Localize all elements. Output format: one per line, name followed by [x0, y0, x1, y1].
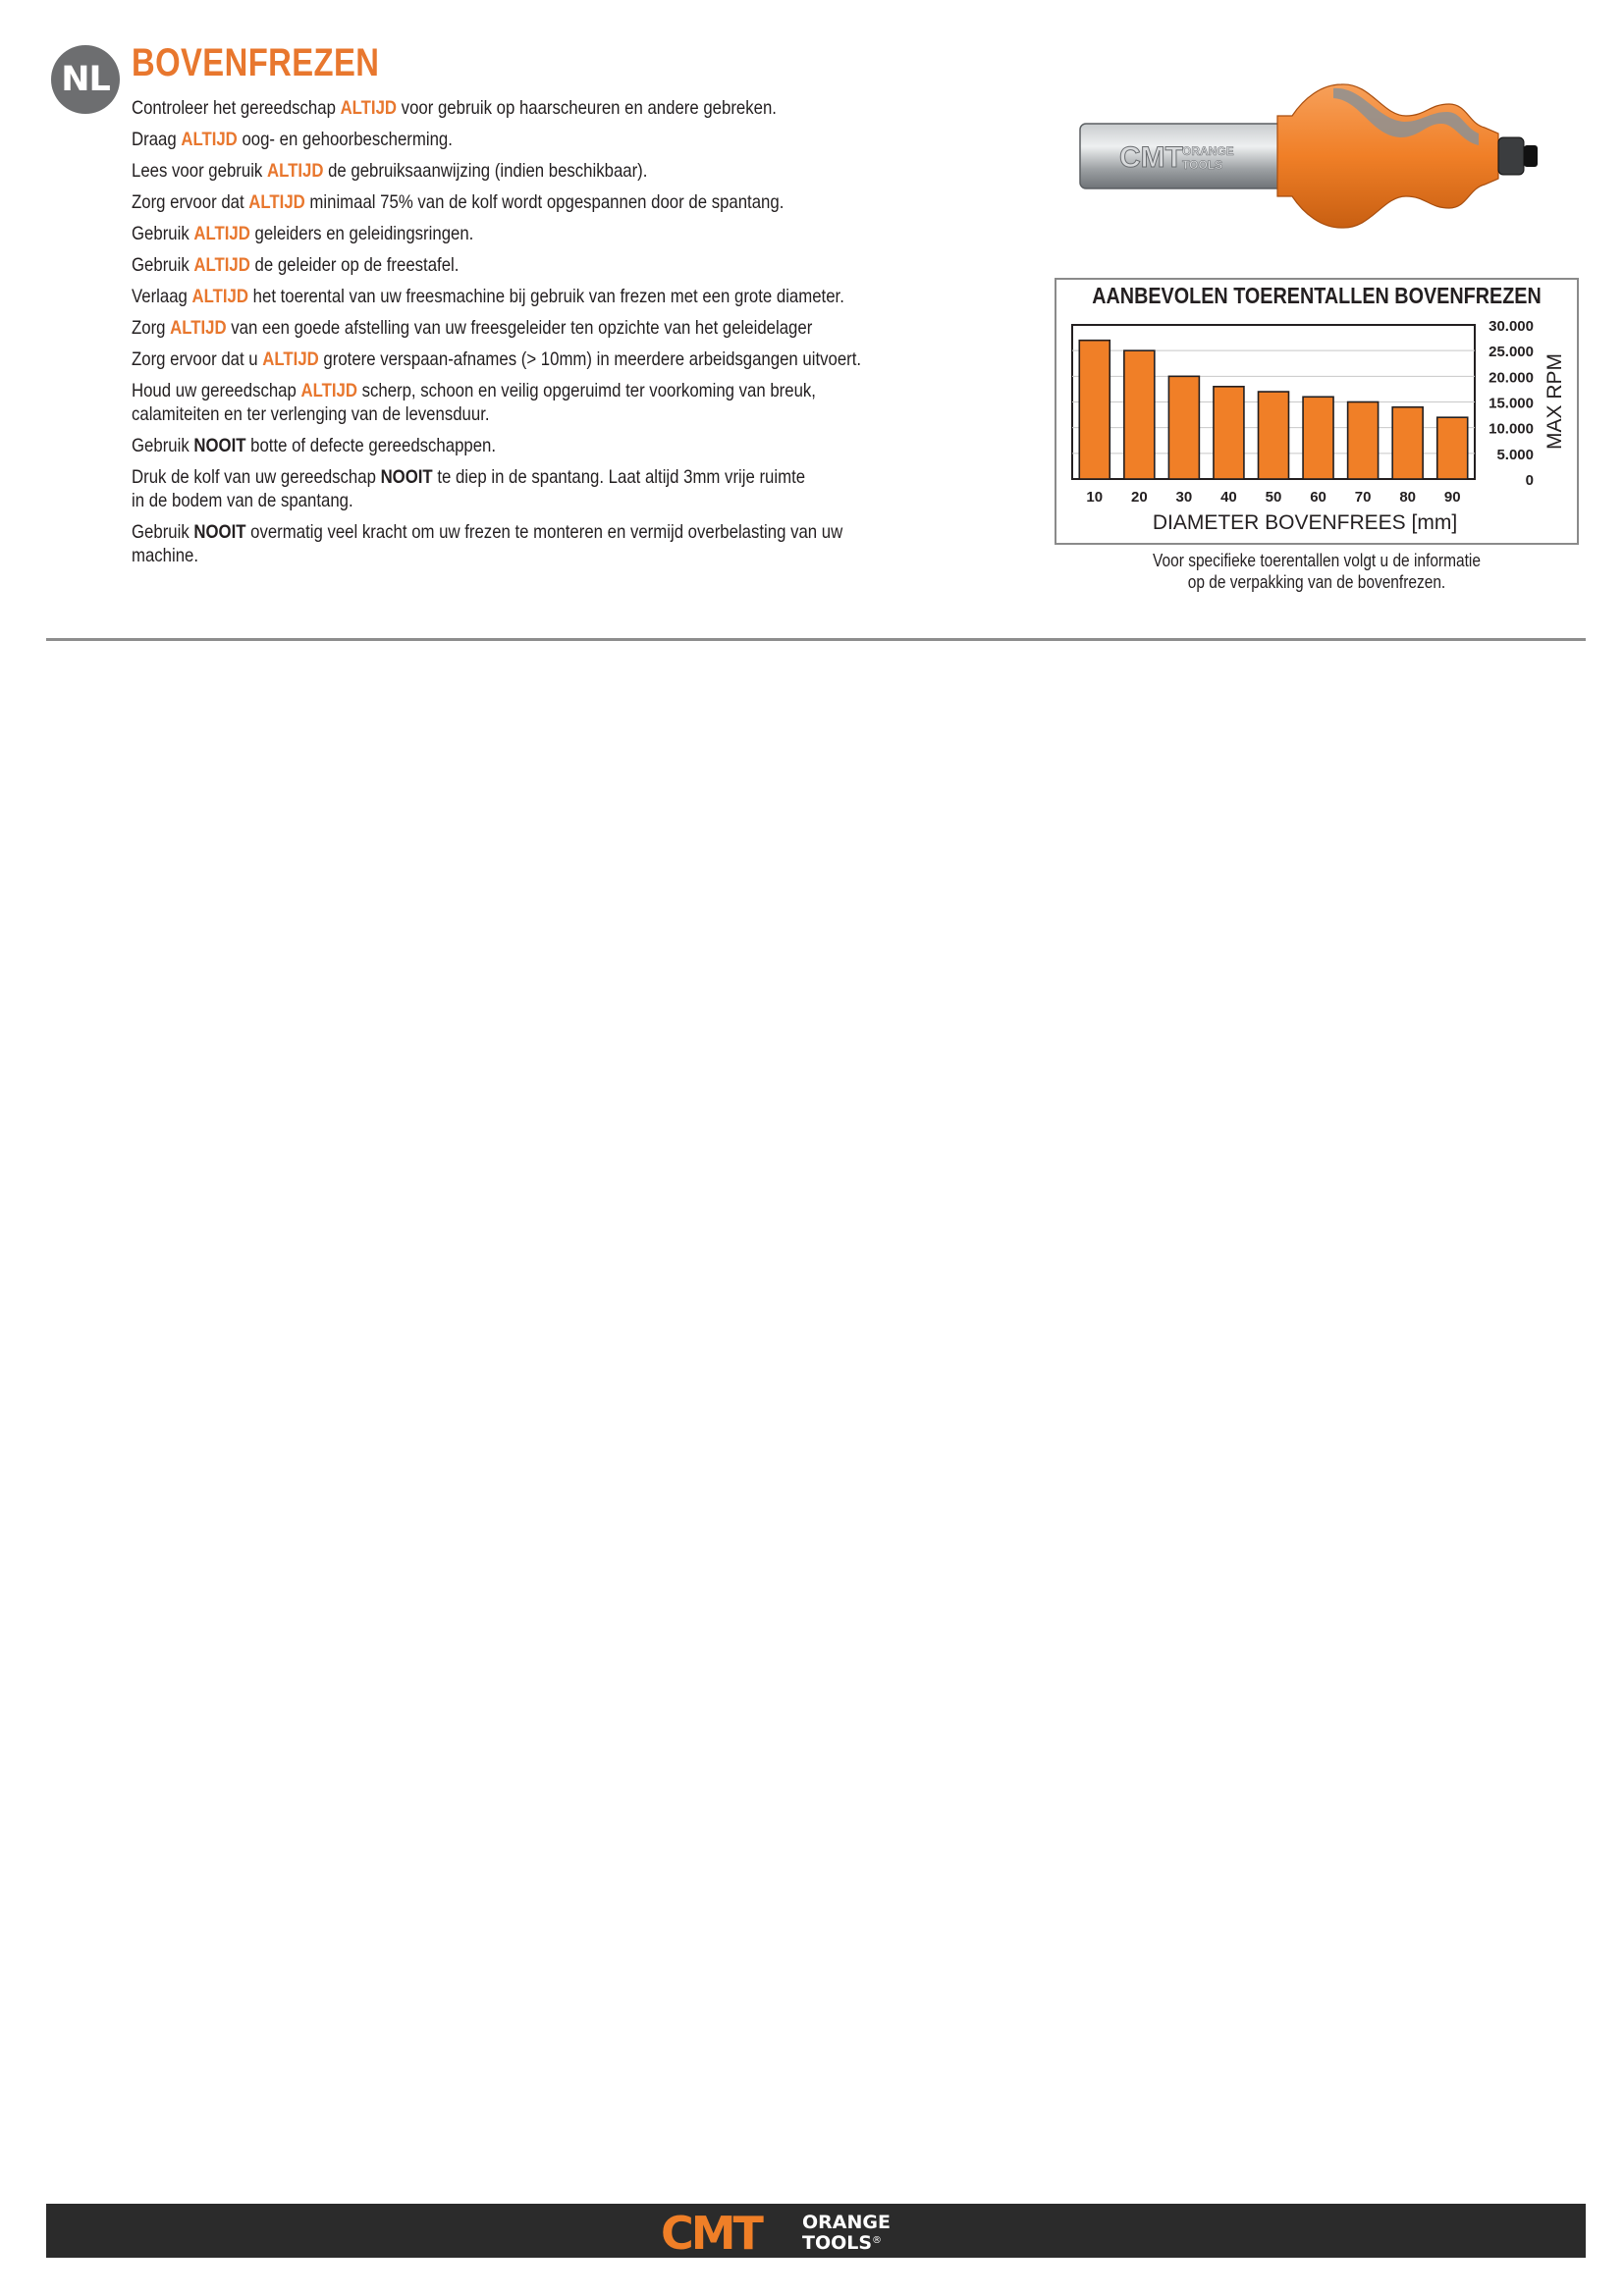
rule-text: het toerental van uw freesmachine bij gebruik van frezen met een grote diameter. [248, 286, 844, 307]
x-tick-label: 40 [1220, 489, 1237, 506]
safety-rule [132, 222, 1060, 245]
rule-keyword: ALTIJD [191, 286, 249, 307]
bar-60 [1303, 397, 1333, 479]
rule-text: van een goede afstelling van uw freesgeleider ten opzichte van het geleidelager [226, 317, 813, 339]
chart-note [1091, 550, 1542, 593]
rule-keyword: ALTIJD [193, 254, 250, 276]
rule-text: Verlaag [132, 286, 192, 307]
rule-keyword: ALTIJD [266, 160, 324, 182]
y-tick-label: 30.000 [1489, 318, 1534, 335]
rule-text: overmatig veel kracht om uw frezen te monteren en vermijd overbelasting van uw [245, 521, 843, 543]
rule-text-line-2: machine. [132, 545, 199, 566]
x-tick-label: 80 [1399, 489, 1417, 506]
bar-90 [1437, 417, 1468, 479]
language-badge: NL [51, 45, 120, 114]
rule-text: botte of defecte gereedschappen. [245, 435, 497, 456]
shank-text-2: TOOLS [1182, 158, 1223, 172]
x-tick-label: 50 [1265, 489, 1282, 506]
x-tick-label: 60 [1310, 489, 1326, 506]
rule-text: Zorg ervoor dat [132, 191, 249, 213]
y-tick-label: 25.000 [1489, 344, 1534, 361]
bar-20 [1124, 350, 1155, 479]
logo-brand: CMT [661, 2210, 761, 2253]
rule-text: voor gebruik op haarscheuren en andere gebreken. [397, 97, 777, 119]
shank-text-1: ORANGE [1182, 144, 1234, 158]
logo-line-2: TOOLS [802, 2232, 873, 2253]
bearing [1498, 137, 1524, 175]
safety-rule [132, 190, 1060, 214]
rule-keyword: NOOIT [193, 521, 246, 543]
rule-text: grotere verspaan-afnames (> 10mm) in meerdere arbeidsgangen uitvoert. [318, 348, 862, 370]
rule-keyword: NOOIT [380, 466, 433, 488]
cutter-body [1277, 84, 1498, 228]
rule-text: Controleer het gereedschap [132, 97, 341, 119]
y-tick-label: 0 [1525, 472, 1534, 489]
rule-text: Druk de kolf van uw gereedschap [132, 466, 381, 488]
safety-rule [132, 316, 1060, 340]
safety-rule [132, 285, 1060, 308]
cmt-logo [661, 2210, 906, 2253]
rule-keyword: ALTIJD [170, 317, 227, 339]
rule-keyword: ALTIJD [248, 191, 305, 213]
rule-keyword: ALTIJD [340, 97, 398, 119]
y-tick-label: 15.000 [1489, 395, 1534, 412]
logo-line-1: ORANGE [802, 2212, 891, 2233]
safety-rule [132, 379, 1060, 426]
chart-note-line-1: Voor specifieke toerentallen volgt u de informatie [1153, 551, 1481, 570]
rule-text: scherp, schoon en veilig opgeruimd ter voorkoming van breuk, [356, 380, 816, 401]
safety-rule [132, 434, 1060, 457]
rule-keyword: NOOIT [193, 435, 246, 456]
safety-rule [132, 96, 1060, 120]
x-tick-label: 30 [1175, 489, 1193, 506]
rule-text: Gebruik [132, 435, 194, 456]
rule-text: Gebruik [132, 254, 194, 276]
y-tick-label: 10.000 [1489, 420, 1534, 438]
rule-text: Houd uw gereedschap [132, 380, 301, 401]
rule-text: Zorg [132, 317, 171, 339]
rule-text: de geleider op de freestafel. [249, 254, 460, 276]
x-axis-label: DIAMETER BOVENFREES [mm] [1152, 511, 1458, 534]
rule-text: Zorg ervoor dat u [132, 348, 263, 370]
bearing-screw [1524, 145, 1538, 167]
rule-text: Lees voor gebruik [132, 160, 267, 182]
rule-text: te diep in de spantang. Laat altijd 3mm vrije ruimte [432, 466, 806, 488]
bar-70 [1348, 402, 1379, 480]
x-tick-label: 90 [1443, 489, 1461, 506]
y-axis-label: MAX RPM [1543, 352, 1566, 451]
y-tick-label: 5.000 [1496, 446, 1534, 463]
bar-50 [1259, 392, 1289, 479]
rule-text: geleiders en geleidingsringen. [249, 223, 474, 244]
rule-keyword: ALTIJD [181, 129, 238, 150]
safety-rules-list [132, 96, 1060, 575]
bar-80 [1392, 407, 1423, 479]
section-divider [46, 638, 1586, 641]
router-bit-illustration [1076, 77, 1567, 234]
x-tick-label: 20 [1130, 489, 1148, 506]
bar-30 [1168, 376, 1199, 479]
cmt-logo-mark [661, 2210, 906, 2253]
chart-note-line-2: op de verpakking van de bovenfrezen. [1187, 572, 1446, 592]
rpm-bar-chart [1055, 278, 1579, 545]
rule-keyword: ALTIJD [193, 223, 250, 244]
safety-rule [132, 159, 1060, 183]
safety-rule [132, 520, 1060, 567]
rule-text-line-2: in de bodem van de spantang. [132, 490, 353, 511]
rule-text: oog- en gehoorbescherming. [237, 129, 453, 150]
rule-keyword: ALTIJD [262, 348, 319, 370]
shank-brand-text: CMT [1119, 141, 1183, 174]
chart-title: AANBEVOLEN TOERENTALLEN BOVENFREZEN [1092, 283, 1542, 308]
rule-text-line-2: calamiteiten en ter verlenging van de levensduur. [132, 403, 490, 425]
rule-text: Gebruik [132, 223, 194, 244]
rule-keyword: ALTIJD [300, 380, 357, 401]
x-tick-label: 10 [1086, 489, 1104, 506]
rule-text: de gebruiksaanwijzing (indien beschikbaar). [323, 160, 648, 182]
logo-registered-mark: ® [872, 2235, 882, 2246]
bar-10 [1079, 341, 1110, 479]
rule-text: Gebruik [132, 521, 194, 543]
page-title: BOVENFREZEN [132, 41, 380, 84]
safety-rule [132, 128, 1060, 151]
bar-40 [1214, 387, 1244, 479]
rule-text: Draag [132, 129, 182, 150]
rule-text: minimaal 75% van de kolf wordt opgespannen door de spantang. [304, 191, 785, 213]
safety-rule [132, 465, 1060, 512]
y-tick-label: 20.000 [1489, 369, 1534, 387]
x-tick-label: 70 [1354, 489, 1372, 506]
safety-rule [132, 253, 1060, 277]
safety-rule [132, 347, 1060, 371]
